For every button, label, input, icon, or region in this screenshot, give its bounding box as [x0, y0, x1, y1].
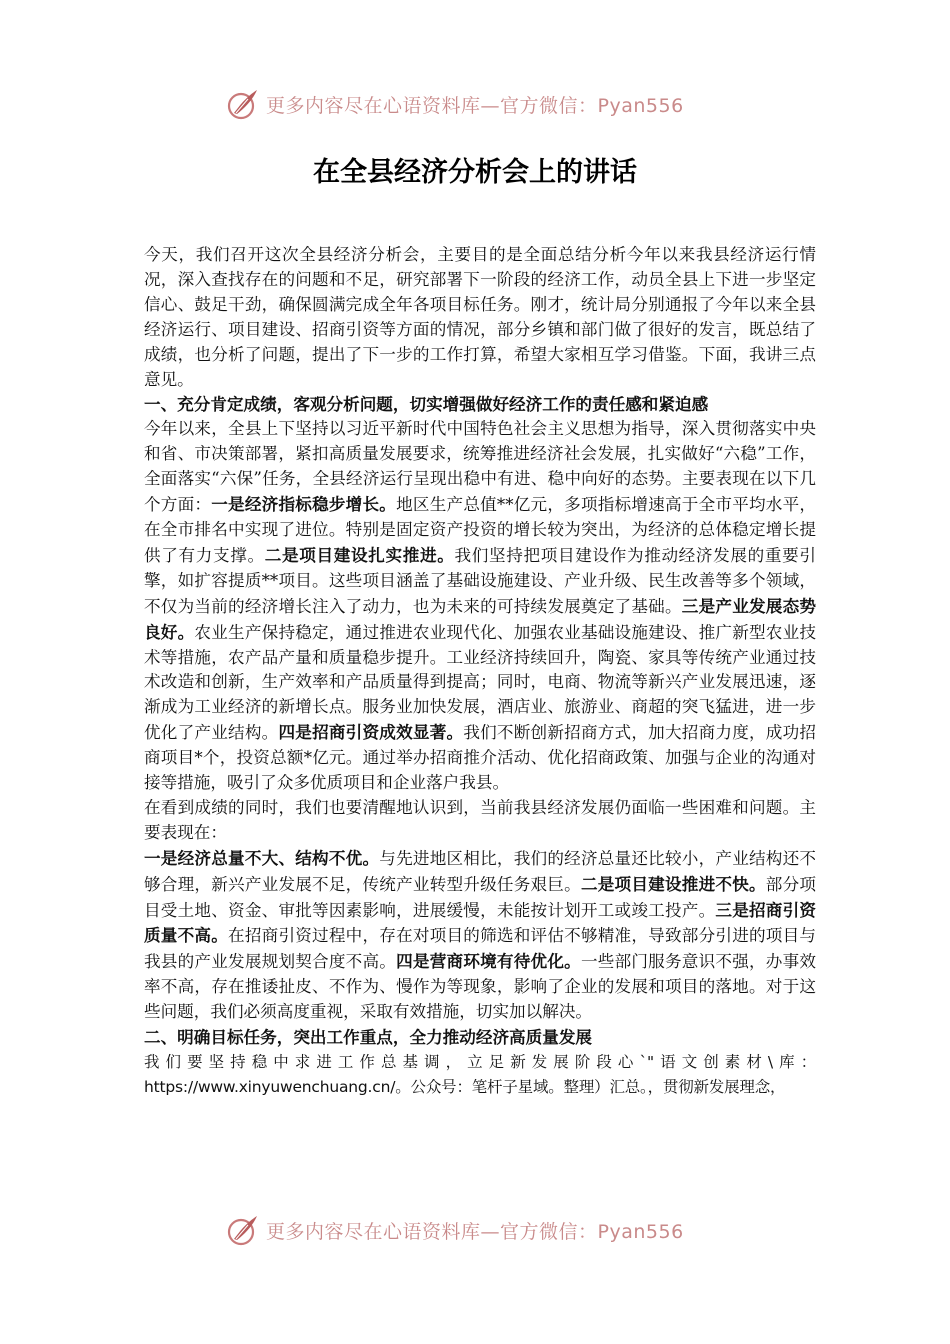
watermark-text: 更多内容尽在心语资料库—官方微信：Pyan556 [266, 94, 684, 117]
intro-paragraph: 今天，我们召开这次全县经济分析会，主要目的是全面总结分析今年以来我县经济运行情况，深入查找存在的问题和不足，研究部署下一阶段的经济工作，动员全县上下进一步坚定信心、鼓足干劲，确保圆满完成全年各项目标任务。刚才，统计局分别通报了今年以来全县经济运行、项目建设、招商引资等方面的情况，部分乡镇和部门做了很好的发言，既总结了成绩，也分析了问题，提出了下一步的工作打算，希望大家相互学习借鉴。下面，我讲三点意见。 [144, 245, 816, 389]
point-4-title: 四是招商引资成效显著。 [278, 722, 464, 743]
section-1-heading: 一、充分肯定成绩，客观分析问题，切实增强做好经济工作的责任感和紧迫感 [144, 394, 709, 415]
section-1-paragraph-2: 在看到成绩的同时，我们也要清醒地认识到，当前我县经济发展仍面临一些困难和问题。主要表现在： [144, 797, 816, 842]
quill-logo-icon [226, 87, 260, 121]
point-1-title: 一是经济指标稳步增长。 [211, 494, 397, 515]
section-2-paragraph-1: 我们要坚持稳中求进工作总基调，立足新发展阶段心`"语文创素材\库：https://www.xinyuwenchuang.cn/。公众号：笔杆子星域。整理）汇总。，贯彻新发展理念， [144, 1053, 816, 1096]
point-2-title: 二是项目建设扎实推进。 [264, 544, 455, 565]
header-watermark [226, 84, 746, 124]
section-2-heading: 二、明确目标任务，突出工作重点，全力推动经济高质量发展 [144, 1027, 593, 1048]
point-3-title: 三是产业发展态势良好。 [144, 595, 817, 642]
problem-4-title: 四是营商环境有待优化。 [396, 951, 581, 972]
watermark-wechat-id: Pyan556 [597, 1220, 684, 1243]
watermark-text: 更多内容尽在心语资料库—官方微信：Pyan556 [266, 1220, 684, 1243]
quill-logo-icon [226, 1213, 260, 1247]
document-title: 在全县经济分析会上的讲话 [313, 157, 637, 188]
document-body [144, 243, 816, 1100]
problem-3-title: 三是招商引资质量不高。 [144, 899, 817, 946]
section-1-paragraph-1: 今年以来，全县上下坚持以习近平新时代中国特色社会主义思想为指导，深入贯彻落实中央和省、市决策部署，紧扣高质量发展要求，统筹推进经济社会发展，扎实做好“六稳”工作，全面落实“六保”任务，全县经济运行呈现出稳中有进、稳中向好的态势。主要表现在以下几个方面：一是经济指标稳步增长。地区生产总值**亿元，多项指标增速高于全市平均水平，在全市排名中实现了进位。特别是固定资产投资的增长较为突出，为经济的总体稳定增长提供了有力支撑。二是项目建设扎实推进。我们坚持把项目建设作为推动经济发展的重要引擎，如扩容提质**项目。这些项目涵盖了基础设施建设、产业升级、民生改善等多个领域，不仅为当前的经济增长注入了动力，也为未来的可持续发展奠定了基础。三是产业发展态势良好。农业生产保持稳定，通过推进农业现代化、加强农业基础设施建设、推广新型农业技术等措施，农产品产量和质量稳步提升。工业经济持续回升，陶瓷、家具等传统产业通过技术改造和创新，生产效率和产品质量得到提高；同时，电商、物流等新兴产业发展迅速，逐渐成为工业经济的新增长点。服务业加快发展，酒店业、旅游业、商超的突飞猛进，进一步优化了产业结构。四是招商引资成效显著。我们不断创新招商方式，加大招商力度，成功招商项目*个，投资总额*亿元。通过举办招商推介活动、优化招商政策、加强与企业的沟通对接等措施，吸引了众多优质项目和企业落户我县。 [144, 419, 817, 793]
watermark-wechat-id: Pyan556 [597, 94, 684, 117]
problem-2-title: 二是项目建设推进不快。 [580, 873, 766, 894]
footer-watermark [226, 1210, 746, 1250]
section-1-paragraph-3: 一是经济总量不大、结构不优。与先进地区相比，我们的经济总量还比较小，产业结构还不够合理，新兴产业发展不足，传统产业转型升级任务艰巨。二是项目建设推进不快。部分项目受土地、资金、审批等因素影响，进展缓慢，未能按计划开工或竣工投产。三是招商引资质量不高。在招商引资过程中，存在对项目的筛选和评估不够精准，导致部分引进的项目与我县的产业发展规划契合度不高。四是营商环境有待优化。一些部门服务意识不强，办事效率不高，存在推诿扯皮、不作为、慢作为等现象，影响了企业的发展和项目的落地。对于这些问题，我们必须高度重视，采取有效措施，切实加以解决。 [144, 847, 817, 1022]
problem-1-title: 一是经济总量不大、结构不优。 [144, 847, 380, 868]
